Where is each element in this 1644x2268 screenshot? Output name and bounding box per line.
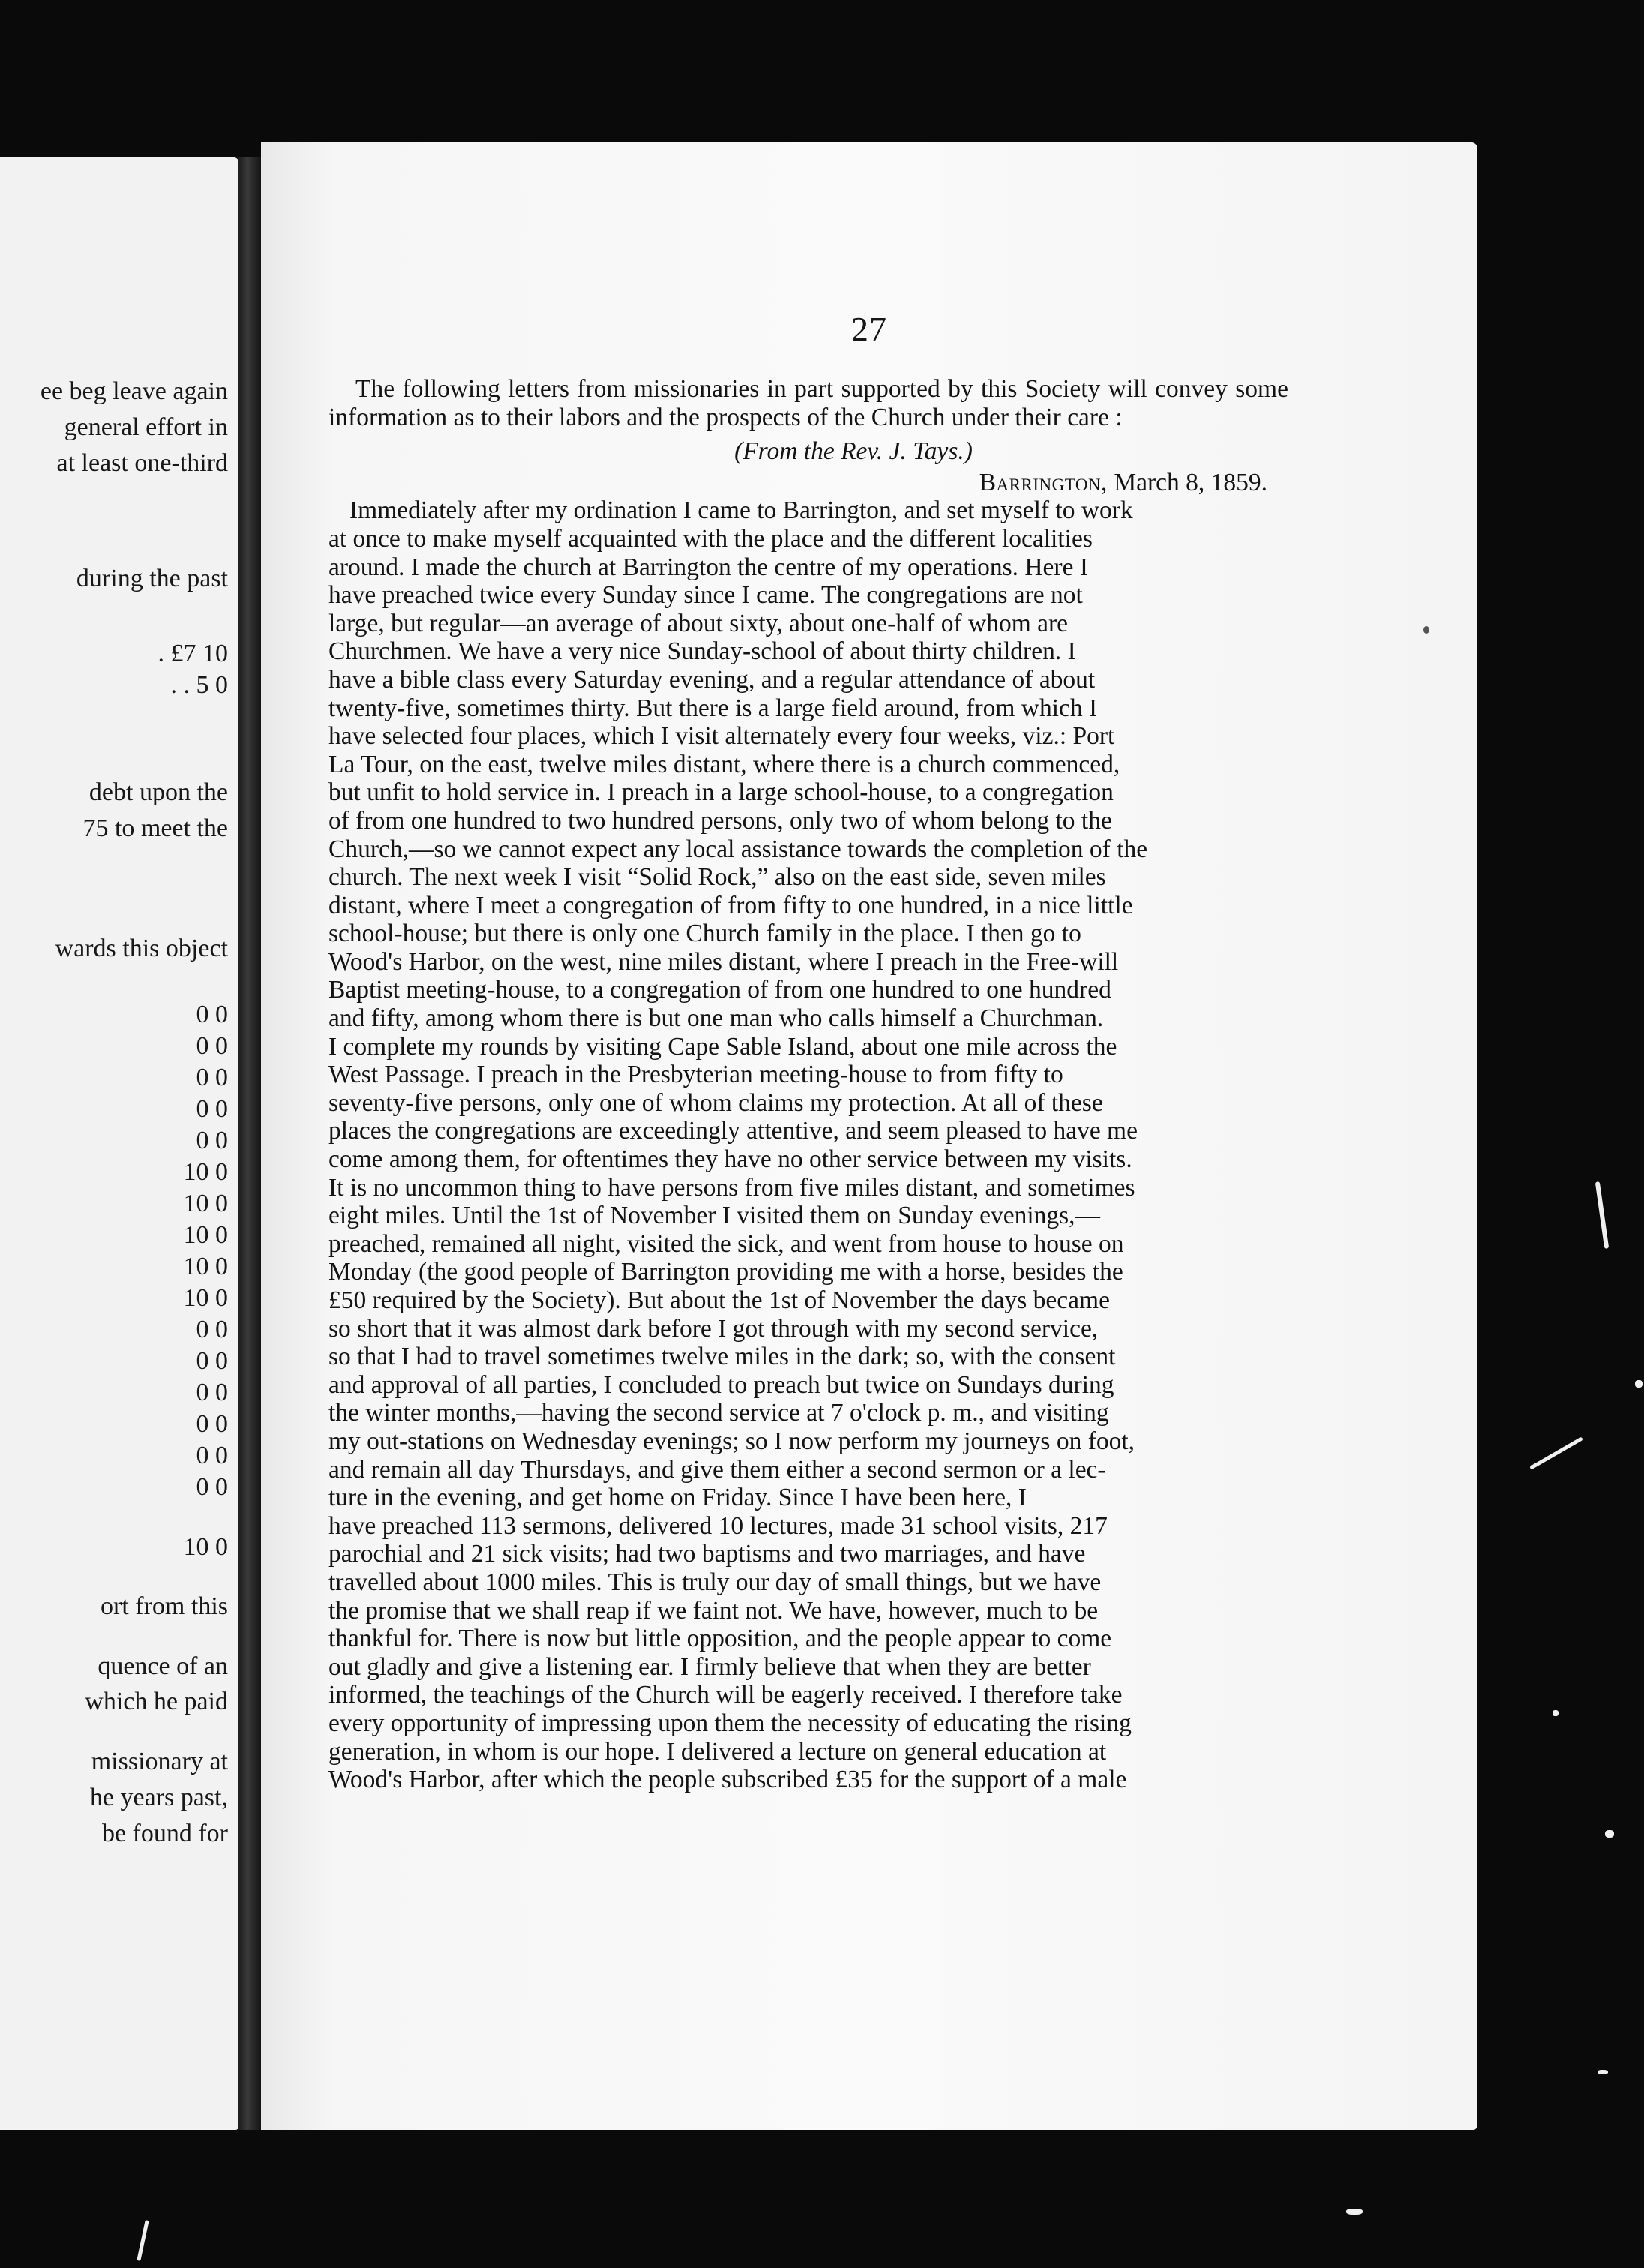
letter-line: Churchmen. We have a very nice Sunday-school of about thirty children. I bbox=[328, 638, 1076, 666]
letter-line: at once to make myself acquainted with the place and the different localities bbox=[328, 524, 1093, 553]
letter-line: Baptist meeting-house, to a congregation of from one hundred to one hundred bbox=[328, 976, 1112, 1004]
facing-page-line: 0 0 bbox=[196, 1095, 228, 1123]
facing-page-line: 0 0 bbox=[196, 1032, 228, 1060]
facing-page-line: 0 0 bbox=[196, 1410, 228, 1438]
letter-line: out gladly and give a listening ear. I firmly believe that when they are better bbox=[328, 1652, 1091, 1681]
scan-speck bbox=[1635, 1380, 1642, 1388]
letter-line: Monday (the good people of Barrington providing me with a horse, besides the bbox=[328, 1258, 1124, 1286]
facing-page-line: quence of an bbox=[98, 1652, 228, 1680]
letter-line: Wood's Harbor, after which the people subscribed £35 for the support of a male bbox=[328, 1766, 1127, 1794]
letter-line: and approval of all parties, I concluded to preach but twice on Sundays during bbox=[328, 1370, 1114, 1399]
letter-line: every opportunity of impressing upon them the necessity of educating the rising bbox=[328, 1708, 1132, 1737]
facing-page-line: . . 5 0 bbox=[170, 671, 228, 699]
letter-line: I complete my rounds by visiting Cape Sable Island, about one mile across the bbox=[328, 1032, 1118, 1060]
letter-line: £50 required by the Society). But about the 1st of November the days became bbox=[328, 1286, 1110, 1314]
scan-speck bbox=[136, 2220, 148, 2261]
letter-line: have a bible class every Saturday evening, and a regular attendance of about bbox=[328, 665, 1096, 694]
scan-speck bbox=[1529, 1436, 1583, 1469]
facing-page-line: which he paid bbox=[85, 1688, 228, 1715]
facing-page-line: he years past, bbox=[89, 1784, 228, 1811]
letter-line: school-house; but there is only one Church family in the place. I then go to bbox=[328, 920, 1082, 948]
facing-page-line: ee beg leave again bbox=[40, 377, 228, 405]
letter-line: the winter months,—having the second service at 7 o'clock p. m., and visiting bbox=[328, 1399, 1109, 1427]
facing-page-line: 0 0 bbox=[196, 1347, 228, 1375]
letter-line: travelled about 1000 miles. This is truly our day of small things, but we have bbox=[328, 1568, 1102, 1596]
letter-dateline bbox=[328, 469, 1288, 497]
facing-page bbox=[0, 158, 238, 2130]
letter-line: Church,—so we cannot expect any local assistance towards the completion of the bbox=[328, 835, 1148, 863]
letter-line: It is no uncommon thing to have persons from five miles distant, and sometimes bbox=[328, 1173, 1136, 1202]
letter-line: thankful for. There is now but little opposition, and the people appear to come bbox=[328, 1624, 1112, 1653]
facing-page-line: 75 to meet the bbox=[82, 814, 228, 842]
letter-line: West Passage. I preach in the Presbyterian meeting-house to from fifty to bbox=[328, 1060, 1064, 1089]
letter-line: so that I had to travel sometimes twelve miles in the dark; so, with the consent bbox=[328, 1342, 1116, 1371]
facing-page-line: be found for bbox=[101, 1820, 228, 1847]
letter-line: ture in the evening, and get home on Friday. Since I have been here, I bbox=[328, 1484, 1027, 1512]
letter-line: seventy-five persons, only one of whom claims my protection. At all of these bbox=[328, 1088, 1103, 1117]
facing-page-line: 10 0 bbox=[183, 1252, 228, 1280]
dateline-date: March 8, 1859. bbox=[1114, 468, 1268, 496]
facing-page-line: during the past bbox=[76, 565, 228, 592]
letter-line: come among them, for oftentimes they have no other service between my visits. bbox=[328, 1145, 1132, 1174]
facing-page-line: 0 0 bbox=[196, 1378, 228, 1406]
scan-speck bbox=[1598, 2070, 1608, 2074]
facing-page-line: at least one-third bbox=[56, 449, 228, 477]
facing-page-line: ort from this bbox=[100, 1592, 228, 1620]
letter-line: my out-stations on Wednesday evenings; so I now perform my journeys on foot, bbox=[328, 1426, 1136, 1455]
facing-page-line: missionary at bbox=[91, 1748, 228, 1775]
letter-line: around. I made the church at Barrington the centre of my operations. Here I bbox=[328, 553, 1088, 581]
letter-line: so short that it was almost dark before I got through with my second service, bbox=[328, 1314, 1099, 1342]
facing-page-line: . £7 10 bbox=[158, 640, 228, 668]
scan-speck bbox=[1424, 626, 1430, 634]
facing-page-line: 0 0 bbox=[196, 1473, 228, 1501]
letter-line: have preached twice every Sunday since I came. The congregations are not bbox=[328, 581, 1083, 610]
scan-speck bbox=[1595, 1181, 1609, 1249]
letter-line: distant, where I meet a congregation of from fifty to one hundred, in a nice little bbox=[328, 891, 1133, 920]
book-gutter bbox=[238, 158, 261, 2130]
scan-speck bbox=[1346, 2209, 1363, 2215]
facing-page-line: 10 0 bbox=[183, 1190, 228, 1217]
facing-page-line: 10 0 bbox=[183, 1158, 228, 1186]
letter-line: have preached 113 sermons, delivered 10 lectures, made 31 school visits, 217 bbox=[328, 1511, 1108, 1540]
letter-line: generation, in whom is our hope. I delivered a lecture on general education at bbox=[328, 1737, 1107, 1766]
letter-line: twenty-five, sometimes thirty. But there is a large field around, from which I bbox=[328, 694, 1098, 722]
page-number: 27 bbox=[851, 310, 887, 348]
facing-page-line: 0 0 bbox=[196, 1126, 228, 1154]
letter-line: church. The next week I visit “Solid Rock,” also on the east side, seven miles bbox=[328, 863, 1106, 892]
facing-page-line: 0 0 bbox=[196, 1316, 228, 1343]
letter-line: but unfit to hold service in. I preach in a large school-house, to a congregation bbox=[328, 778, 1114, 807]
letter-line: parochial and 21 sick visits; had two baptisms and two marriages, and have bbox=[328, 1540, 1086, 1568]
letter-line: of from one hundred to two hundred persons, only two of whom belong to the bbox=[328, 806, 1112, 835]
letter-line: informed, the teachings of the Church will be eagerly received. I therefore take bbox=[328, 1681, 1123, 1709]
letter-line: La Tour, on the east, twelve miles distant, where there is a church commenced, bbox=[328, 750, 1120, 778]
letter-line: the promise that we shall reap if we faint not. We have, however, much to be bbox=[328, 1596, 1099, 1624]
letter-line: and fifty, among whom there is but one man who calls himself a Churchman. bbox=[328, 1004, 1104, 1033]
letter-line: and remain all day Thursdays, and give them either a second sermon or a lec- bbox=[328, 1455, 1106, 1484]
letter-line: eight miles. Until the 1st of November I visited them on Sunday evenings,— bbox=[328, 1202, 1101, 1230]
letter-line: Immediately after my ordination I came to Barrington, and set myself to work bbox=[350, 496, 1133, 525]
facing-page-line: 0 0 bbox=[196, 1442, 228, 1469]
letter-line: large, but regular—an average of about sixty, about one-half of whom are bbox=[328, 609, 1069, 638]
intro-paragraph: The following letters from missionaries in part supported by this Society will convey some information as to their labors and the prospects of the Church under their care : bbox=[328, 375, 1288, 431]
facing-page-line: 10 0 bbox=[183, 1533, 228, 1561]
facing-page-line: debt upon the bbox=[88, 778, 228, 806]
facing-page-line: 10 0 bbox=[183, 1221, 228, 1249]
facing-page-line: 10 0 bbox=[183, 1284, 228, 1312]
letter-body bbox=[328, 496, 1288, 1793]
letter-section bbox=[328, 375, 1288, 1794]
letter-line: places the congregations are exceedingly attentive, and seem pleased to have me bbox=[328, 1117, 1138, 1145]
facing-page-line: 0 0 bbox=[196, 1064, 228, 1091]
document-page bbox=[261, 142, 1478, 2130]
scan-speck bbox=[1552, 1710, 1558, 1716]
facing-page-line: 0 0 bbox=[196, 1000, 228, 1028]
facing-page-line: wards this object bbox=[55, 934, 228, 962]
scan-speck bbox=[1605, 1830, 1614, 1838]
letter-line: preached, remained all night, visited the sick, and went from house to house on bbox=[328, 1229, 1124, 1258]
dateline-place: Barrington, bbox=[979, 468, 1108, 496]
facing-page-line: general effort in bbox=[64, 413, 228, 441]
letter-line: Wood's Harbor, on the west, nine miles distant, where I preach in the Free-will bbox=[328, 947, 1119, 976]
letter-attribution: (From the Rev. J. Tays.) bbox=[734, 437, 973, 466]
letter-line: have selected four places, which I visit alternately every four weeks, viz.: Port bbox=[328, 722, 1115, 751]
